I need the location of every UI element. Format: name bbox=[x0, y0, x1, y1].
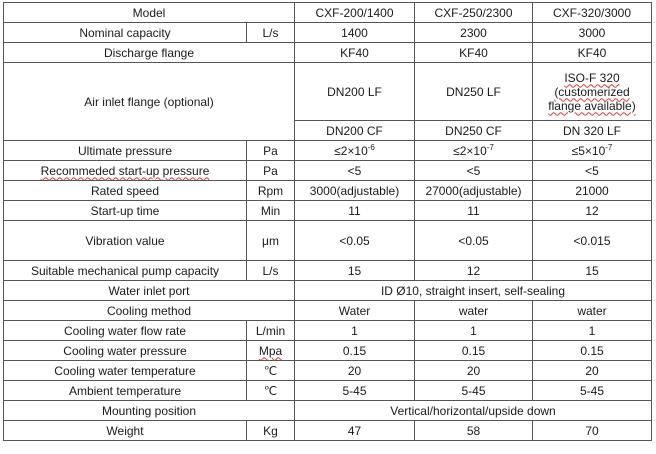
cell-value: 20 bbox=[533, 361, 652, 381]
header-row bbox=[4, 3, 652, 23]
cell-value: <0.05 bbox=[415, 221, 533, 261]
row-label: Cooling water temperature bbox=[4, 361, 247, 381]
cell-value: 11 bbox=[295, 201, 415, 221]
pressure-base: ≤5×10 bbox=[571, 143, 606, 158]
flange-line-2: (customerized bbox=[554, 84, 630, 99]
cell-value: 27000(adjustable) bbox=[415, 181, 533, 201]
row-air-inlet-flange bbox=[4, 63, 652, 121]
row-unit: ℃ bbox=[247, 361, 295, 381]
cell-value: water bbox=[533, 301, 652, 321]
mpa-unit: Mpa bbox=[258, 343, 283, 358]
cell-value: 0.15 bbox=[415, 341, 533, 361]
cell-value: 47 bbox=[295, 421, 415, 441]
cell-value: 5-45 bbox=[295, 381, 415, 401]
cell-value: 5-45 bbox=[533, 381, 652, 401]
cell-value: 12 bbox=[533, 201, 652, 221]
row-unit: Min bbox=[247, 201, 295, 221]
row-weight bbox=[4, 421, 652, 441]
cell-value: DN200 LF bbox=[295, 63, 415, 121]
cell-value: Vertical/horizontal/upside down bbox=[295, 401, 652, 421]
row-label: Discharge flange bbox=[4, 43, 295, 63]
cell-value: 3000(adjustable) bbox=[295, 181, 415, 201]
row-unit: Pa bbox=[247, 141, 295, 161]
cell-value: KF40 bbox=[415, 43, 533, 63]
row-label: Cooling water flow rate bbox=[4, 321, 247, 341]
row-label: Cooling method bbox=[4, 301, 295, 321]
row-rated-speed bbox=[4, 181, 652, 201]
row-cooling-pressure bbox=[4, 341, 652, 361]
header-label: Model bbox=[4, 3, 295, 23]
row-mounting bbox=[4, 401, 652, 421]
row-unit: ℃ bbox=[247, 381, 295, 401]
cell-special-flange bbox=[533, 63, 652, 121]
cell-value: 15 bbox=[295, 261, 415, 281]
cell-value: 5-45 bbox=[415, 381, 533, 401]
cell-value: 1400 bbox=[295, 23, 415, 43]
row-unit: Kg bbox=[247, 421, 295, 441]
row-startup-pressure bbox=[4, 161, 652, 181]
cell-value: DN 320 LF bbox=[533, 121, 652, 141]
cell-value: ID Ø10, straight insert, self-sealing bbox=[295, 281, 652, 301]
flange-line-1: ISO-F 320 bbox=[564, 70, 620, 85]
row-unit bbox=[247, 341, 295, 361]
row-unit: L/s bbox=[247, 23, 295, 43]
row-label: Ambient temperature bbox=[4, 381, 247, 401]
cell-value: 15 bbox=[533, 261, 652, 281]
row-label: Nominal capacity bbox=[4, 23, 247, 43]
row-label: Vibration value bbox=[4, 221, 247, 261]
cell-value: 1 bbox=[415, 321, 533, 341]
row-water-inlet bbox=[4, 281, 652, 301]
row-label: Mounting position bbox=[4, 401, 295, 421]
cell-value: 1 bbox=[533, 321, 652, 341]
model-2: CXF-250/2300 bbox=[415, 3, 533, 23]
spec-table-container bbox=[3, 2, 652, 441]
row-nominal-capacity bbox=[4, 23, 652, 43]
row-label: Suitable mechanical pump capacity bbox=[4, 261, 247, 281]
cell-value: 58 bbox=[415, 421, 533, 441]
pressure-exponent: -7 bbox=[605, 142, 613, 152]
row-label: Water inlet port bbox=[4, 281, 295, 301]
row-mechanical-pump bbox=[4, 261, 652, 281]
row-cooling-temp bbox=[4, 361, 652, 381]
row-unit: μm bbox=[247, 221, 295, 261]
row-label: Air inlet flange (optional) bbox=[4, 63, 295, 141]
cell-value: Water bbox=[295, 301, 415, 321]
row-ultimate-pressure bbox=[4, 141, 652, 161]
cell-value: <0.015 bbox=[533, 221, 652, 261]
pressure-exponent: -7 bbox=[486, 142, 494, 152]
startup-pressure-label: Recommeded start-up pressure bbox=[40, 163, 210, 178]
pressure-base: ≤2×10 bbox=[453, 143, 487, 158]
flange-line-3: flange available) bbox=[548, 98, 636, 113]
row-label: Cooling water pressure bbox=[4, 341, 247, 361]
cell-value: DN250 CF bbox=[415, 121, 533, 141]
cell-value: 20 bbox=[295, 361, 415, 381]
cell-value: 0.15 bbox=[295, 341, 415, 361]
cell-value bbox=[415, 141, 533, 161]
cell-value: DN200 CF bbox=[295, 121, 415, 141]
cell-value: <5 bbox=[295, 161, 415, 181]
row-label: Ultimate pressure bbox=[4, 141, 247, 161]
row-ambient-temp bbox=[4, 381, 652, 401]
row-label bbox=[4, 161, 247, 181]
row-cooling-method bbox=[4, 301, 652, 321]
cell-value: <5 bbox=[415, 161, 533, 181]
row-cooling-flow bbox=[4, 321, 652, 341]
model-3: CXF-320/3000 bbox=[533, 3, 652, 23]
cell-value: 21000 bbox=[533, 181, 652, 201]
cell-value: <5 bbox=[533, 161, 652, 181]
cell-value: 1 bbox=[295, 321, 415, 341]
row-label: Start-up time bbox=[4, 201, 247, 221]
cell-value: 11 bbox=[415, 201, 533, 221]
spec-table bbox=[3, 2, 652, 441]
cell-value: 12 bbox=[415, 261, 533, 281]
model-1: CXF-200/1400 bbox=[295, 3, 415, 23]
row-startup-time bbox=[4, 201, 652, 221]
cell-value: KF40 bbox=[295, 43, 415, 63]
cell-value: KF40 bbox=[533, 43, 652, 63]
row-discharge-flange bbox=[4, 43, 652, 63]
pressure-exponent: -6 bbox=[367, 142, 375, 152]
row-vibration bbox=[4, 221, 652, 261]
row-unit: Rpm bbox=[247, 181, 295, 201]
row-unit: L/min bbox=[247, 321, 295, 341]
pressure-base: ≤2×10 bbox=[334, 143, 368, 158]
cell-value bbox=[295, 141, 415, 161]
cell-value: 2300 bbox=[415, 23, 533, 43]
cell-value: 0.15 bbox=[533, 341, 652, 361]
row-unit: L/s bbox=[247, 261, 295, 281]
cell-value: 70 bbox=[533, 421, 652, 441]
cell-value: <0.05 bbox=[295, 221, 415, 261]
cell-value: water bbox=[415, 301, 533, 321]
row-label: Rated speed bbox=[4, 181, 247, 201]
row-unit: Pa bbox=[247, 161, 295, 181]
cell-value: 3000 bbox=[533, 23, 652, 43]
cell-value bbox=[533, 141, 652, 161]
cell-value: 20 bbox=[415, 361, 533, 381]
row-label: Weight bbox=[4, 421, 247, 441]
cell-value: DN250 LF bbox=[415, 63, 533, 121]
